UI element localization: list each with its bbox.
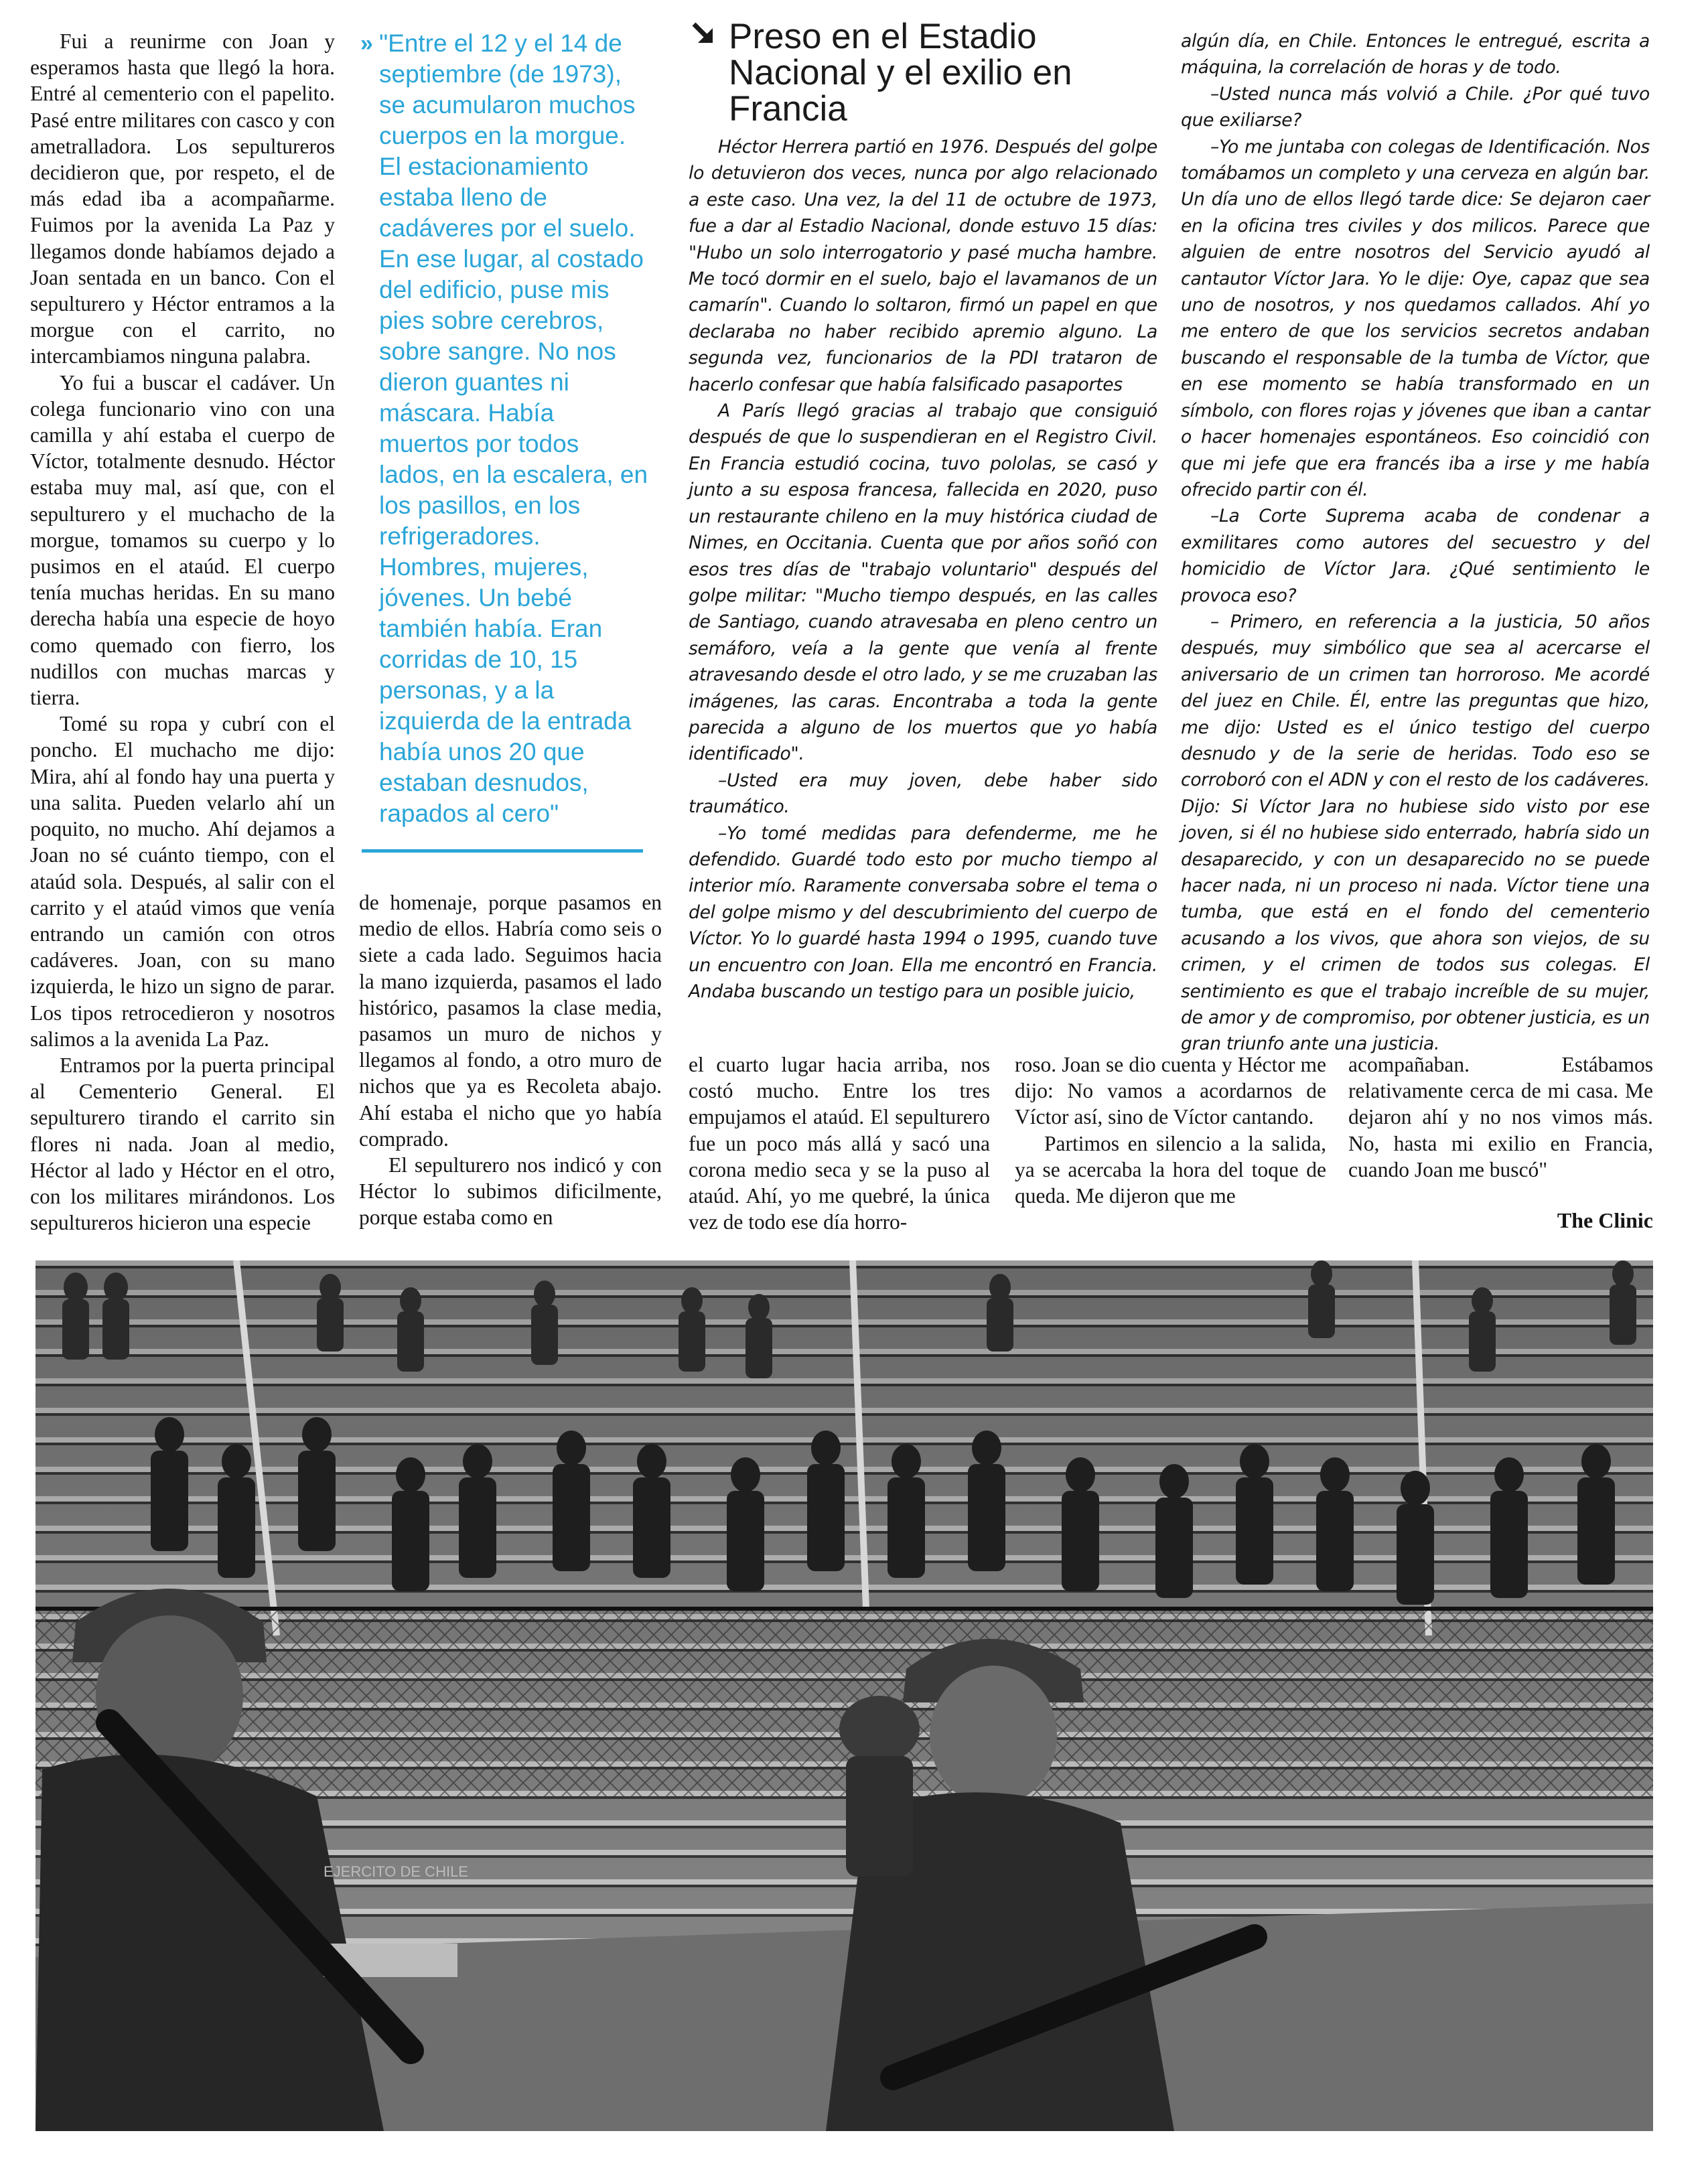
article-column-1 — [30, 28, 335, 1236]
paragraph: –Usted nunca más volvió a Chile. ¿Por qué tuvo que exiliarse? — [1181, 83, 1650, 131]
paragraph: El sepulturero nos indicó y con Héctor lo subimos dificilmente, porque estaba como en — [359, 1153, 662, 1230]
article-column-2 — [359, 889, 662, 1231]
paragraph: acompañaban. Estábamos relativamente cerca de mi casa. Me dejaron ahí y no nos vimos más. No, hasta mi exilio en Francia, cuando Joan me buscó" — [1348, 1053, 1653, 1181]
paragraph: algún día, en Chile. Entonces le entregué, escrita a máquina, la correlación de horas y de todo. — [1181, 31, 1650, 78]
uniform-patch: EJERCITO DE CHILE — [324, 1863, 468, 1880]
paragraph: el cuarto lugar hacia arriba, nos costó mucho. Entre los tres empujamos el ataúd. El sepulturero fue un poco más allá y sacó una corona medio seca y se la puso al ataúd. Ahí, yo me quebré, la única vez de todo ese día horro- — [689, 1053, 990, 1234]
sidebar-column-2 — [1181, 28, 1650, 1058]
source-credit: The Clinic — [1557, 1208, 1653, 1232]
paragraph: de homenaje, porque pasamos en medio de ellos. Habría como seis o siete a cada lado. Seguimos hacia la mano izquierda, pasamos el lado histórico, pasamos la clase media, pasamos un muro de nichos y llegamos al fondo, a otro muro de nichos que ya es Recoleta abajo. Ahí estaba el nicho que yo había comprado. — [359, 891, 662, 1151]
paragraph: Tomé su ropa y cubrí con el poncho. El muchacho me dijo: Mira, ahí al fondo hay una puerta y una salita. Pueden velarlo ahí un poquito, no mucho. Ahí dejamos a Joan no sé cuánto tiempo, con el ataúd sola. Después, al salir con el carrito y el ataúd vimos que venía entrando un camión con otros cadáveres. Joan, con su mano izquierda, le hizo un signo de parar. Los tipos retrocedieron y nosotros salimos a la avenida La Paz. — [30, 712, 335, 1051]
headline-text: Preso en el Estadio Nacional y el exilio en Francia — [729, 17, 1072, 129]
paragraph: –Yo tomé medidas para defenderme, me he defendido. Guardé todo esto por mucho tiempo al interior mío. Raramente conversaba sobre el tema o del golpe mismo y del descubrimiento del cuerpo de Víctor. Yo lo guardé hasta 1994 o 1995, cuando tuve un encuentro con Joan. Ella me encontró en Francia. Andaba buscando un testigo para un posible juicio, — [689, 822, 1157, 1002]
paragraph: –Yo me juntaba con colegas de Identificación. Nos tomábamos un completo y una cerveza en algún bar. Un día uno de ellos llegó tarde dice: Se dejaron caer en la oficina tres civiles y dos milicos. Parece que alguien de entre nosotros del Servicio ayudó al cantautor Víctor Jara. Yo le dije: Oye, capaz que sea uno de nosotros, y nos quedamos callados. Ahí yo me entero de que los servicios secretos andaban buscando el responsable de la tumba de Víctor, que en ese momento se había transformado en un símbolo, con flores rojas y jóvenes que iban a cantar o hacer homenajes espontáneos. Eso coincidió con que mi jefe que era francés iba a irse y me había ofrecido partir con él. — [1181, 136, 1650, 500]
article-column-4 — [1015, 1051, 1326, 1209]
soldier-back — [839, 1696, 920, 1877]
arrow-down-right-icon — [690, 19, 718, 51]
paragraph: Yo fui a buscar el cadáver. Un colega funcionario vino con una camilla y ahí estaba el cuerpo de Víctor, totalmente desnudo. Héctor estaba muy mal, así que, con el sepulturero y el muchacho de la morgue, tomamos su cuerpo y lo pusimos en el ataúd. El cuerpo tenía muchas heridas. En su mano derecha había una especie de hoyo como quemado con fierro, los nudillos con muchas marcas y tierra. — [30, 370, 335, 710]
double-chevron-icon: » — [360, 31, 373, 56]
photo-illustration — [35, 1260, 1653, 2131]
paragraph: – Primero, en referencia a la justicia, 50 años después, muy simbólico que sea al acercarse el aniversario de un crimen tan horroroso. Me acordé del juez en Chile. Él, entre las preguntas que hizo, me dijo: Usted es el único testigo del cuerpo desnudo y de la serie de heridas. Todo eso se corroboró con el ADN y con el resto de los cadáveres. Dijo: Si Víctor Jara no hubiese sido visto por ese joven, si él no hubiese sido enterrado, habría sido un desaparecido, y con un desaparecido no se puede hacer nada, ni un proceso ni nada. Víctor tiene una tumba, que está en el fondo del cementerio acusando a los vivos, que ahora son viejos, de su crimen, y el crimen de todos sus colegas. El sentimiento es que el trabajo increíble de su mujer, de amor y de compromiso, por obtener justicia, es un gran triunfo ante una justicia. — [1181, 611, 1650, 1055]
paragraph: A París llegó gracias al trabajo que consiguió después de que lo suspendieran en el Registro Civil. En Francia estudió cocina, tuvo pololas, se casó y junto a su esposa francesa, fallecida en 2020, puso un restaurante chileno en la muy histórica ciudad de Nimes, en Occitania. Cuenta que por años soñó con esos tres días de "trabajo voluntario" después del golpe militar: "Mucho tiempo después, en las calles de Santiago, cuando atravesaba en pleno centro un semáforo, veía a la gente que venía al frente atravesando desde el otro lado, y se me cruzaban las imágenes, las caras. Encontraba a toda la gente parecida a alguno de los muertos que yo había identificado". — [689, 401, 1157, 765]
paragraph: –La Corte Suprema acaba de condenar a exmilitares como autores del secuestro y del homicidio de Víctor Jara. ¿Qué sentimiento le provoca eso? — [1181, 506, 1650, 606]
stadium-soldiers-photo — [35, 1260, 1653, 2131]
pull-quote — [362, 28, 650, 829]
pull-quote-text: "Entre el 12 y el 14 de septiembre (de 1973), se acumularon muchos cuerpos en la morgue. El estacionamiento estaba lleno de cadáveres por el suelo. En ese lugar, al costado del edificio, puse mis pies sobre cerebros, sobre sangre. No nos dieron guantes ni máscara. Había muertos por todos lados, en la escalera, en los pasillos, en los refrigeradores. Hombres, mujeres, jóvenes. Un bebé también había. Eran corridas de 10, 15 personas, y a la izquierda de la entrada había unos 20 que estaban desnudos, rapados al cero" — [379, 29, 648, 827]
paragraph: Partimos en silencio a la salida, ya se acercaba la hora del toque de queda. Me dijeron que me — [1015, 1131, 1326, 1208]
sidebar-headline — [690, 19, 1159, 127]
paragraph: Héctor Herrera partió en 1976. Después del golpe lo detuvieron dos veces, nunca por algo relacionado a este caso. Una vez, la del 11 de octubre de 1973, fue a dar al Estadio Nacional, donde estuvo 15 días: "Hubo un solo interrogatorio y pasé mucha hambre. Me tocó dormir en el suelo, bajo el lavamanos de un camarín". Cuando lo soltaron, firmó un papel en que declaraba no haber recibido apremio alguno. La segunda vez, funcionarios de la PDI trataron de hacerlo confesar que había falsificado pasaportes — [689, 137, 1157, 395]
pull-quote-rule — [362, 849, 643, 853]
paragraph: Fui a reunirme con Joan y esperamos hasta que llegó la hora. Entré al cementerio con el papelito. Pasé entre militares con casco y con ametralladora. Los sepultureros decidieron que, por respeto, el de más edad iba a acompañarme. Fuimos por la avenida La Paz y llegamos donde habíamos dejado a Joan sentada en un banco. Con el sepulturero y Héctor entramos a la morgue con el carrito, no intercambiamos ninguna palabra. — [30, 29, 335, 368]
article-column-3 — [689, 1051, 990, 1235]
sidebar-column-1 — [689, 134, 1157, 1005]
wire-fence — [35, 1609, 1653, 1796]
article-column-5 — [1348, 1051, 1653, 1183]
paragraph: –Usted era muy joven, debe haber sido traumático. — [689, 770, 1157, 818]
paragraph: roso. Joan se dio cuenta y Héctor me dijo: No vamos a acordarnos de Víctor así, sino de Víctor cantando. — [1015, 1053, 1326, 1129]
paragraph: Entramos por la puerta principal al Cementerio General. El sepulturero tirando el carrito sin flores ni nada. Joan al medio, Héctor al lado y Héctor en el otro, con los militares mirándonos. Los sepultureros hicieron una especie — [30, 1053, 335, 1235]
